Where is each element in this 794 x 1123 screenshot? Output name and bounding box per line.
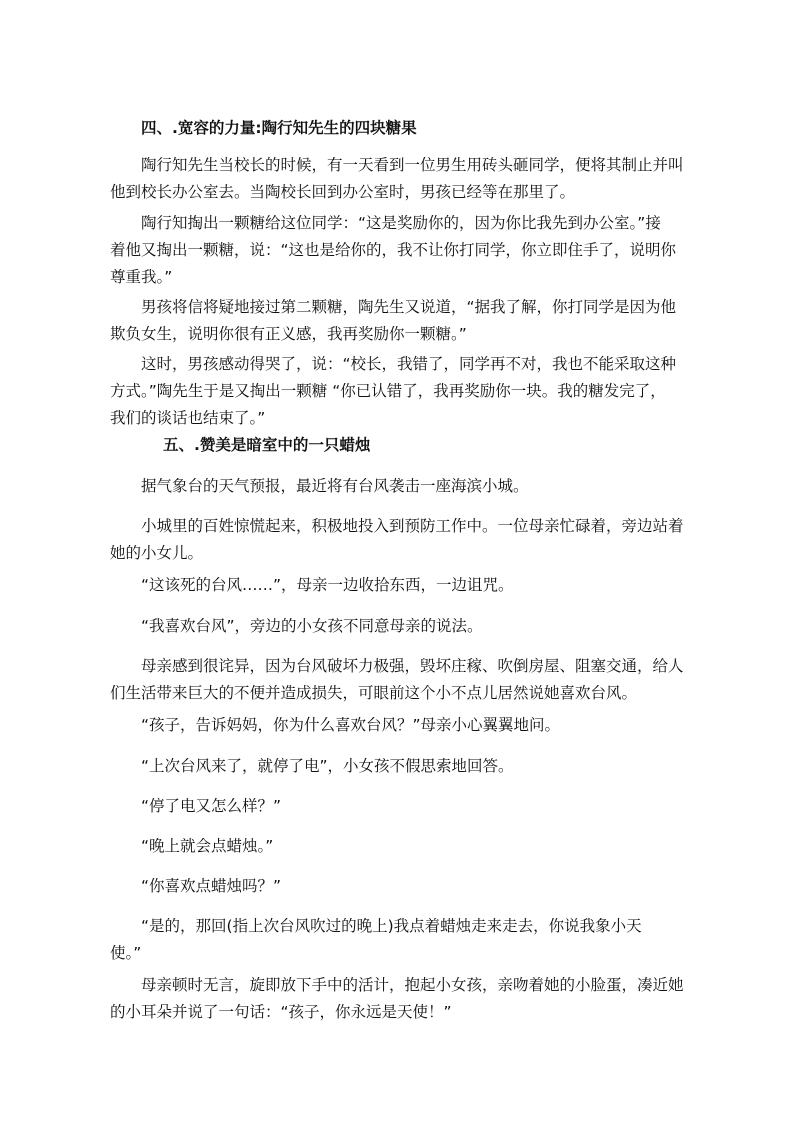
section-5-paragraph-4 (110, 613, 700, 640)
section-5-paragraph-11 (110, 913, 700, 967)
paragraph-line: 们生活带来巨大的不便并造成损失，可眼前这个小不点儿居然说她喜欢台风。 (110, 684, 638, 702)
section-5-paragraph-2 (110, 513, 700, 567)
paragraph-line: 母亲感到很诧异，因为台风破坏力极强，毁坏庄稼、吹倒房屋、阻塞交通，给人 (141, 657, 684, 675)
section-5-paragraph-3 (110, 572, 700, 599)
paragraph-line: “你喜欢点蜡烛吗？” (141, 877, 282, 895)
paragraph-line: 他到校长办公室去。当陶校长回到办公室时，男孩已经等在那里了。 (110, 183, 576, 201)
section-5-paragraph-6 (110, 712, 700, 739)
paragraph-line: 据气象台的天气预报，最近将有台风袭击一座海滨小城。 (141, 477, 529, 495)
paragraph-line: 我们的谈话也结束了。” (110, 409, 266, 427)
paragraph-line: 欺负女生，说明你很有正义感，我再奖励你一颗糖。” (110, 325, 467, 343)
paragraph-line: 的小耳朵并说了一句话：“孩子，你永远是天使！” (110, 1003, 452, 1021)
section-5-paragraph-8 (110, 793, 700, 820)
section-4-paragraph-1 (110, 152, 700, 206)
section-5-paragraph-12 (110, 972, 700, 1026)
section-4-paragraph-3 (110, 294, 700, 348)
section-5-paragraph-1 (110, 473, 700, 500)
paragraph-line: 小城里的百姓惊慌起来，积极地投入到预防工作中。一位母亲忙碌着，旁边站着 (141, 517, 684, 535)
paragraph-line: 着他又掏出一颗糖，说：“这也是给你的，我不让你打同学，你立即住手了，说明你 (110, 241, 677, 259)
paragraph-line: “是的，那回(指上次台风吹过的晚上)我点着蜡烛走来走去，你说我象小天 (141, 917, 642, 935)
paragraph-line: 男孩将信将疑地接过第二颗糖，陶先生又说道，“据我了解，你打同学是因为他 (141, 298, 677, 316)
paragraph-line: “上次台风来了，就停了电”，小女孩不假思索地回答。 (141, 757, 514, 775)
paragraph-line: 陶行知掏出一颗糖给这位同学：“这是奖励你的，因为你比我先到办公室。”接 (141, 214, 661, 232)
paragraph-line: “晚上就会点蜡烛。” (141, 837, 274, 855)
section-5-heading: 五、.赞美是暗室中的一只蜡烛 (163, 436, 371, 454)
section-5-paragraph-5 (110, 653, 700, 707)
paragraph-line: 这时，男孩感动得哭了，说：“校长，我错了，同学再不对，我也不能采取这种 (141, 355, 677, 373)
section-4-paragraph-2 (110, 210, 700, 291)
section-5-paragraph-10 (110, 873, 700, 900)
paragraph-line: 她的小女儿。 (110, 544, 204, 562)
section-4-paragraph-4 (110, 351, 700, 432)
paragraph-line: 陶行知先生当校长的时候，有一天看到一位男生用砖头砸同学，便将其制止并叫 (141, 156, 684, 174)
section-5-paragraph-7 (110, 753, 700, 780)
paragraph-line: “这该死的台风……”，母亲一边收拾东西，一边诅咒。 (141, 576, 514, 594)
paragraph-line: “我喜欢台风”，旁边的小女孩不同意母亲的说法。 (141, 617, 483, 635)
section-4-heading: 四、.宽容的力量:陶行知先生的四块糖果 (141, 119, 417, 137)
paragraph-line: 方式。”陶先生于是又掏出一颗糖 “你已认错了，我再奖励你一块。我的糖发完了， (110, 382, 666, 400)
paragraph-line: 母亲顿时无言，旋即放下手中的活计，抱起小女孩，亲吻着她的小脸蛋，凑近她 (141, 976, 684, 994)
paragraph-line: “孩子，告诉妈妈，你为什么喜欢台风？”母亲小心翼翼地问。 (141, 716, 561, 734)
paragraph-line: 尊重我。” (110, 268, 173, 286)
section-5-paragraph-9 (110, 833, 700, 860)
paragraph-line: 使。” (110, 944, 142, 962)
paragraph-line: “停了电又怎么样？” (141, 797, 282, 815)
